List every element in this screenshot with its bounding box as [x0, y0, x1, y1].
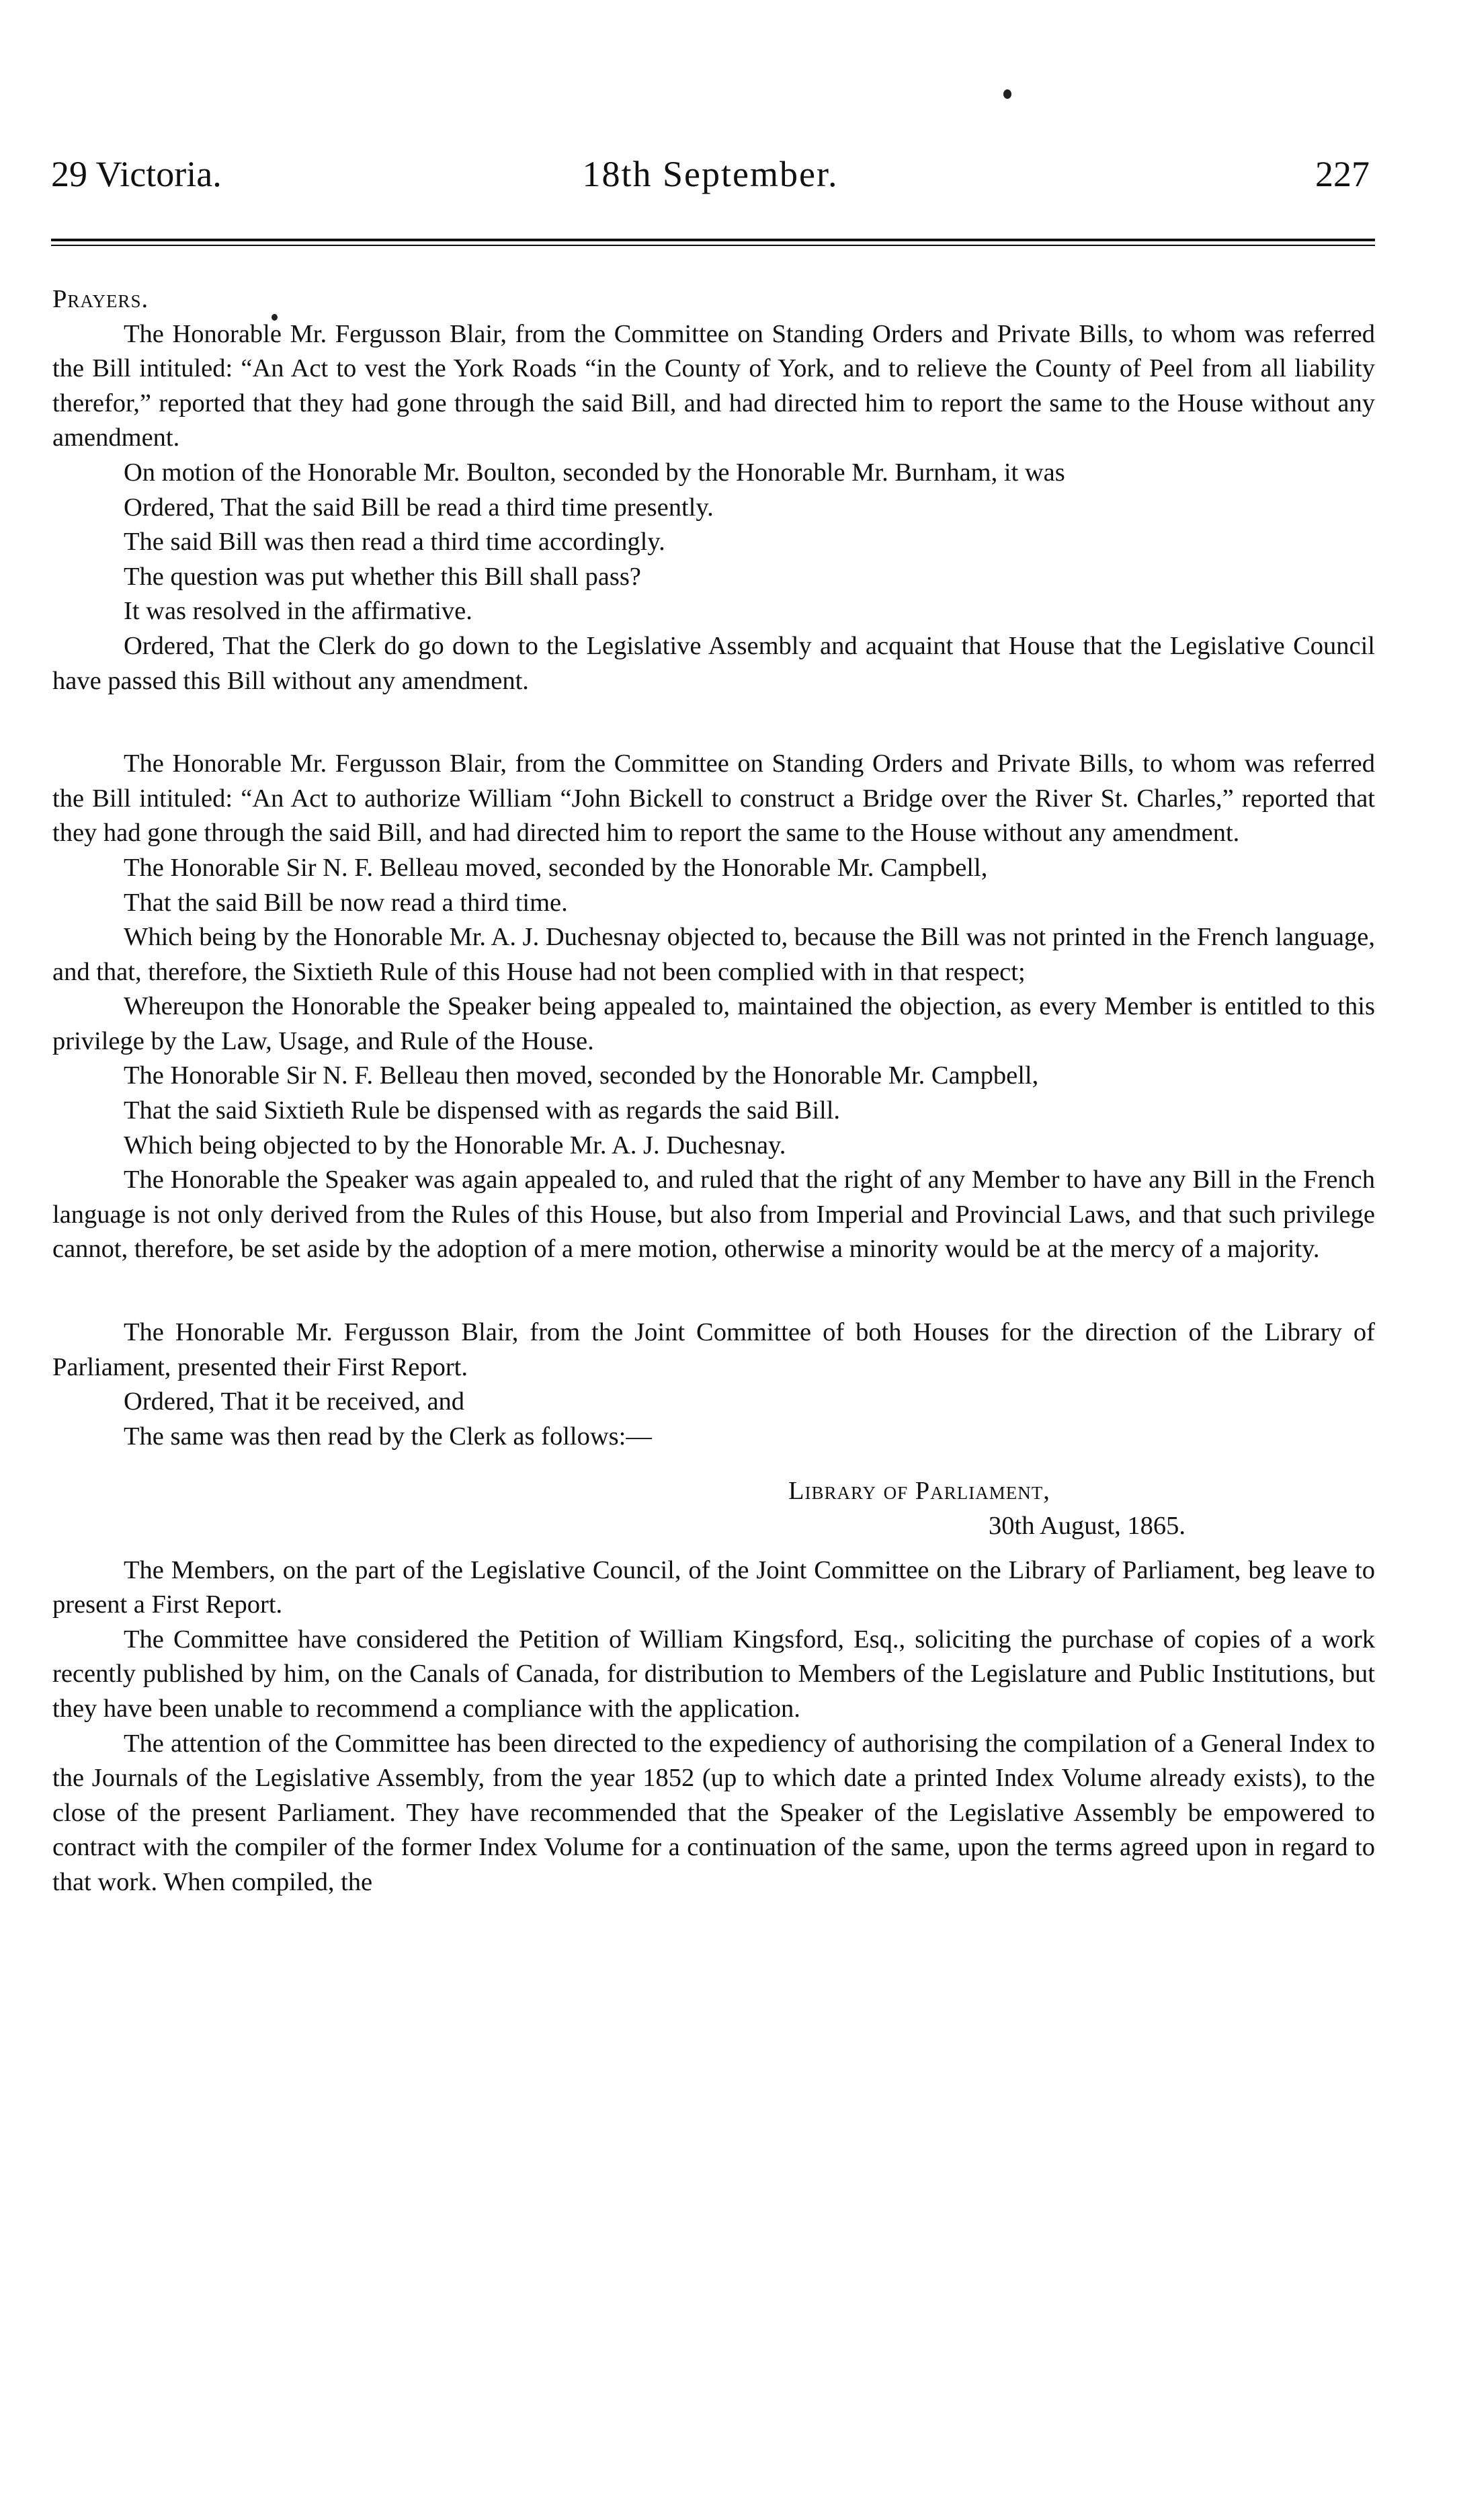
paragraph: The Honorable Sir N. F. Belleau moved, seconded by the Honorable Mr. Campbell,: [124, 853, 988, 882]
report-date: 30th August, 1865.: [989, 1512, 1186, 1540]
header-rule: [51, 239, 1375, 241]
report-place: Library of Parliament,: [788, 1477, 1050, 1506]
paragraph: The said Bill was then read a third time accordingly.: [124, 528, 665, 557]
paragraph: Whereupon the Honorable the Speaker being appealed to, maintained the objection, as every Member is entitled to this privilege by the Law, Usage, and Rule of the House.: [52, 992, 1375, 1055]
paragraph: On motion of the Honorable Mr. Boulton, seconded by the Honorable Mr. Burnham, it was: [124, 458, 1065, 487]
section-prayers: Prayers.: [52, 285, 149, 313]
header-date: 18th September.: [582, 154, 839, 194]
report-heading: [52, 1474, 1375, 1543]
paragraph: Ordered, That the said Bill be read a third time presently.: [124, 493, 714, 522]
paragraph: The Honorable Mr. Fergusson Blair, from the Joint Committee of both Houses for the direction of the Library of Parliament, presented their First Report.: [52, 1318, 1375, 1381]
section-gap: [52, 698, 1375, 747]
paragraph: The Honorable Mr. Fergusson Blair, from the Committee on Standing Orders and Private Bills, to whom was referred the Bill intituled: “An Act to vest the York Roads “in the County of York, and to relieve the County of Peel from all liability therefor,” reported that they had gone through the said Bill, and had directed him to report the same to the House without any amendment.: [52, 319, 1375, 452]
paragraph: Ordered, That it be received, and: [124, 1387, 465, 1416]
paragraph: Which being by the Honorable Mr. A. J. Duchesnay objected to, because the Bill was not printed in the French language, and that, therefore, the Sixtieth Rule of this House had not been complied with in that respect;: [52, 923, 1375, 986]
paragraph: It was resolved in the affirmative.: [124, 597, 472, 626]
ink-speck: [1003, 89, 1011, 99]
paragraph: The Honorable the Speaker was again appealed to, and ruled that the right of any Member to have any Bill in the French language is not only derived from the Rules of this House, but also from Imperial and Provincial Laws, and that such privilege cannot, therefore, be set aside by the adoption of a mere motion, otherwise a minority would be at the mercy of a majority.: [52, 1166, 1375, 1264]
paragraph: The Honorable Mr. Fergusson Blair, from the Committee on Standing Orders and Private Bills, to whom was referred the Bill intituled: “An Act to authorize William “John Bickell to construct a Bridge over the River St. Charles,” reported that they had gone through the said Bill, and had directed him to report the same to the House without any amendment.: [52, 749, 1375, 848]
paragraph: That the said Sixtieth Rule be dispensed with as regards the said Bill.: [124, 1096, 841, 1125]
paragraph: The Members, on the part of the Legislative Council, of the Joint Committee on the Library of Parliament, beg leave to present a First Report.: [52, 1555, 1375, 1619]
header-rule-thin: [51, 245, 1375, 246]
section-gap: [52, 1267, 1375, 1315]
paragraph: The Committee have considered the Petition of William Kingsford, Esq., soliciting the purchase of copies of a work recently published by him, on the Canals of Canada, for distribution to Members of the Legislature and Public Institutions, but they have been unable to recommend a compliance with the application.: [52, 1625, 1375, 1723]
paragraph: Which being objected to by the Honorable Mr. A. J. Duchesnay.: [124, 1131, 786, 1160]
paragraph: That the said Bill be now read a third time.: [124, 888, 568, 917]
page-number: 227: [1315, 154, 1370, 194]
page-header: [51, 153, 1370, 207]
journal-body: [52, 282, 1375, 1900]
paragraph: The same was then read by the Clerk as follows:—: [124, 1422, 652, 1451]
session-label: 29 Victoria.: [51, 154, 222, 194]
paragraph: Ordered, That the Clerk do go down to the Legislative Assembly and acquaint that House that the Legislative Council have passed this Bill without any amendment.: [52, 631, 1375, 695]
paragraph: The attention of the Committee has been directed to the expediency of authorising the compilation of a General Index to the Journals of the Legislative Assembly, from the year 1852 (up to which date a printed Index Volume already exists), to the close of the present Parliament. They have recommended that the Speaker of the Legislative Assembly be empowered to contract with the compiler of the former Index Volume for a continuation of the same, upon the terms agreed upon in regard to that work. When compiled, the: [52, 1729, 1375, 1896]
paragraph: The question was put whether this Bill shall pass?: [124, 562, 641, 591]
paragraph: The Honorable Sir N. F. Belleau then moved, seconded by the Honorable Mr. Campbell,: [124, 1061, 1039, 1090]
